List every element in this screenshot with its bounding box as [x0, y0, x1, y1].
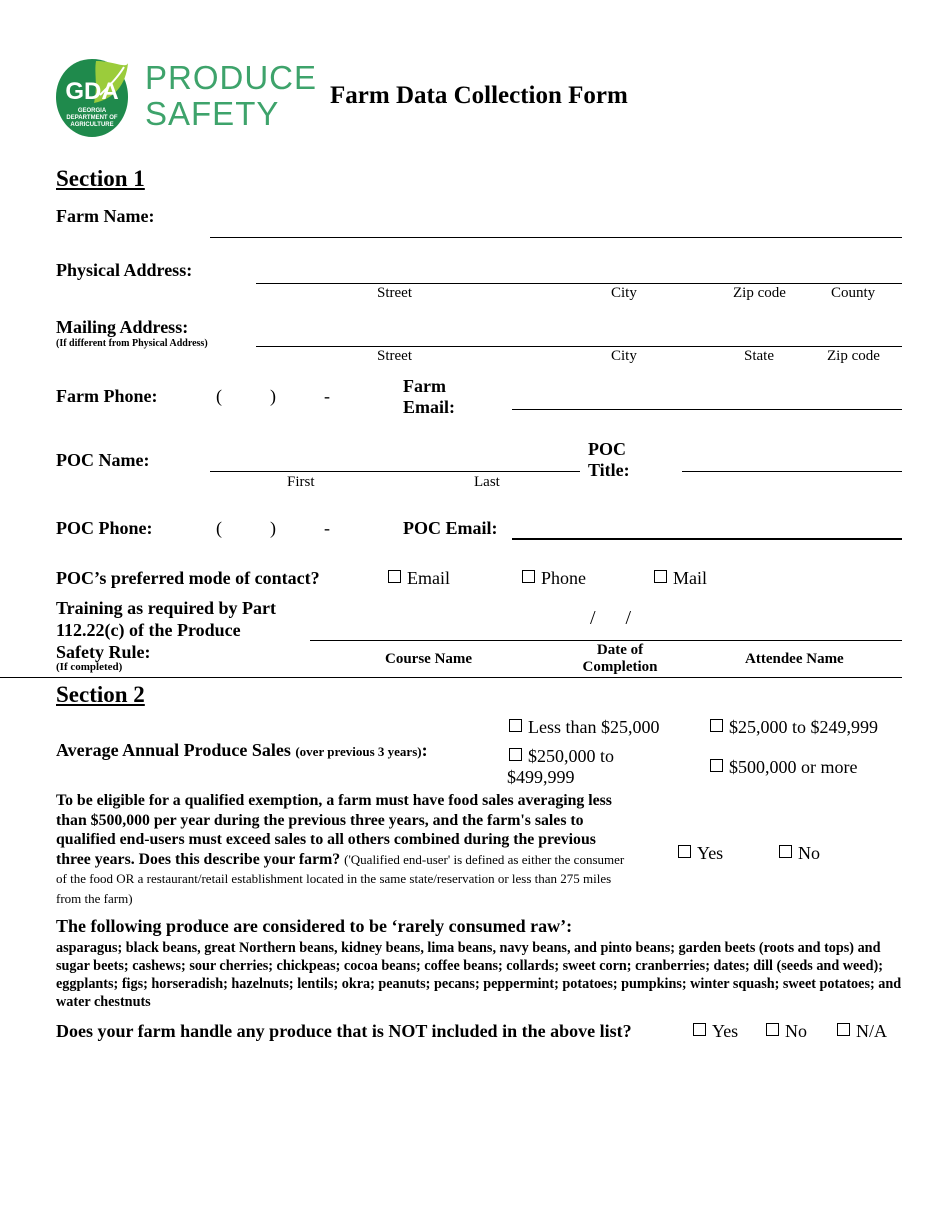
sales-colon: :: [421, 740, 428, 760]
not-included-no-checkbox[interactable]: [766, 1021, 807, 1042]
attendee-name-caption: Attendee Name: [745, 651, 844, 667]
date-completion-caption-line1: Date of: [596, 642, 644, 658]
farm-phone-close-paren: ): [270, 386, 276, 406]
rarely-consumed-list: asparagus; black beans, great Northern beans, kidney beans, lima beans, navy beans, and pinto beans; garden beets (roots and tops) and sugar beets; cashews; sour cherries; chickpeas; cocoa beans; coffee beans; collards; sweet corn; cranberries; dates; dill (seeds and weed); eggplants; figs; horseradish; hazelnuts; lentils; okra; peanuts; pecans; peppermint; potatoes; pumpkins; winter squash; sweet potatoes; and water chestnuts: [56, 940, 902, 1010]
exemption-yes-checkbox[interactable]: [678, 843, 723, 864]
not-included-question: Does your farm handle any produce that is NOT included in the above list?: [56, 1021, 632, 1041]
course-name-caption: Course Name: [385, 651, 473, 667]
preferred-contact-label: POC’s preferred mode of contact?: [56, 568, 320, 588]
contact-email-label: Email: [407, 568, 450, 588]
contact-email-checkbox[interactable]: [388, 568, 450, 589]
physical-address-label: Physical Address:: [56, 260, 193, 280]
not-included-yes-label: Yes: [712, 1021, 739, 1041]
mailing-state-caption: State: [744, 348, 774, 364]
contact-phone-checkbox[interactable]: [522, 568, 586, 589]
checkbox-icon: [654, 570, 667, 583]
date-completion-caption: [560, 642, 680, 676]
exemption-note: ('Qualified end-user' is defined as either the consumer of the food OR a restaurant/retail establishment located in the same state/reservation or less than 275 miles from the farm): [56, 851, 625, 906]
training-note: (If completed): [56, 661, 123, 673]
farm-phone-dash: -: [324, 386, 330, 406]
sales-option-under-25k-label: Less than $25,000: [528, 717, 660, 737]
farm-email-label: [403, 376, 455, 418]
poc-first-caption: First: [287, 474, 315, 490]
mailing-city-caption: City: [611, 348, 637, 364]
mailing-street-caption: Street: [377, 348, 412, 364]
poc-phone-dash: -: [324, 518, 330, 538]
checkbox-icon: [388, 570, 401, 583]
checkbox-icon: [837, 1023, 850, 1036]
poc-email-label: POC Email:: [403, 518, 498, 538]
checkbox-icon: [693, 1023, 706, 1036]
poc-email-field[interactable]: [512, 538, 902, 540]
logo-program-line1: PRODUCE: [145, 59, 318, 96]
poc-title-field[interactable]: [682, 471, 902, 472]
logo-program-line2: SAFETY: [145, 95, 280, 132]
farm-phone-label: Farm Phone:: [56, 386, 158, 406]
checkbox-icon: [710, 759, 723, 772]
poc-title-label: [588, 439, 630, 481]
logo-abbr: GDA: [65, 78, 119, 105]
poc-title-label-line1: POC: [588, 439, 626, 459]
checkbox-icon: [678, 845, 691, 858]
farm-email-label-line1: Farm: [403, 376, 446, 396]
logo-agency-line3: AGRICULTURE: [70, 122, 114, 128]
training-label: [56, 597, 276, 663]
checkbox-icon: [522, 570, 535, 583]
farm-name-field[interactable]: [210, 237, 902, 238]
logo-program: [145, 60, 317, 132]
poc-phone-label: POC Phone:: [56, 518, 153, 538]
checkbox-icon: [509, 719, 522, 732]
sales-option-25k-249k-label: $25,000 to $249,999: [729, 717, 879, 737]
sales-note: (over previous 3 years): [295, 744, 422, 759]
exemption-no-label: No: [798, 843, 820, 863]
date-completion-caption-line2: Completion: [582, 659, 658, 675]
sales-option-250k-499k[interactable]: [509, 746, 614, 788]
poc-phone-close-paren: ): [270, 518, 276, 538]
contact-phone-label: Phone: [541, 568, 586, 588]
poc-last-caption: Last: [474, 474, 500, 490]
sales-option-250k-label-line1: $250,000 to: [528, 746, 615, 766]
logo-agency-line1: GEORGIA: [77, 108, 107, 114]
mailing-zip-caption: Zip code: [827, 348, 880, 364]
checkbox-icon: [710, 719, 723, 732]
section2-heading: Section 2: [56, 682, 145, 707]
exemption-text: To be eligible for a qualified exemption, a farm must have food sales averaging less than $500,000 per year during the previous three years, and the farm's sales to qualified end-users must exceed sales to all others combined during the previous three years. Does this describe your farm?: [56, 792, 612, 868]
page-title: Farm Data Collection Form: [330, 82, 628, 109]
not-included-no-label: No: [785, 1021, 807, 1041]
physical-county-caption: County: [831, 285, 876, 301]
sales-option-500k-plus[interactable]: [710, 757, 857, 778]
poc-phone-open-paren: (: [216, 518, 222, 538]
logo-agency: [58, 108, 126, 129]
physical-zip-caption: Zip code: [733, 285, 786, 301]
training-field[interactable]: [310, 640, 902, 641]
poc-name-label: POC Name:: [56, 450, 150, 470]
poc-phone-field[interactable]: [216, 518, 336, 540]
farm-name-label: Farm Name:: [56, 206, 155, 226]
contact-mail-label: Mail: [673, 568, 707, 588]
poc-name-field[interactable]: [210, 471, 580, 472]
not-included-yes-checkbox[interactable]: [693, 1021, 738, 1042]
checkbox-icon: [766, 1023, 779, 1036]
training-label-line3: Safety Rule:: [56, 642, 151, 662]
sales-label-text: Average Annual Produce Sales: [56, 740, 291, 760]
exemption-no-checkbox[interactable]: [779, 843, 820, 864]
physical-street-caption: Street: [377, 285, 412, 301]
sales-option-250k-label-line2: $499,999: [507, 767, 575, 787]
mailing-address-note: (If different from Physical Address): [56, 338, 208, 349]
sales-label: [56, 740, 428, 761]
not-included-na-label: N/A: [856, 1021, 887, 1041]
farm-email-field[interactable]: [512, 409, 902, 410]
sales-option-under-25k[interactable]: [509, 717, 659, 738]
exemption-question: [56, 791, 631, 908]
sales-option-500k-label: $500,000 or more: [729, 757, 858, 777]
rarely-consumed-heading: The following produce are considered to be ‘rarely consumed raw’:: [56, 916, 573, 936]
mailing-address-label: Mailing Address:: [56, 317, 189, 337]
checkbox-icon: [509, 748, 522, 761]
training-label-line2: 112.22(c) of the Produce: [56, 620, 241, 640]
mailing-address-field[interactable]: [256, 346, 902, 347]
contact-mail-checkbox[interactable]: [654, 568, 707, 589]
not-included-na-checkbox[interactable]: [837, 1021, 887, 1042]
training-label-line1: Training as required by Part: [56, 598, 277, 618]
logo-agency-line2: DEPARTMENT OF: [66, 115, 118, 121]
exemption-yes-label: Yes: [697, 843, 724, 863]
farm-phone-open-paren: (: [216, 386, 222, 406]
physical-address-field[interactable]: [256, 283, 902, 284]
section1-heading: Section 1: [56, 166, 145, 191]
farm-email-label-line2: Email:: [403, 397, 455, 417]
checkbox-icon: [779, 845, 792, 858]
sales-option-25k-249k[interactable]: [710, 717, 878, 738]
physical-city-caption: City: [611, 285, 637, 301]
farm-phone-field[interactable]: [216, 386, 336, 408]
section-divider: [0, 677, 902, 678]
training-date-slashes: / /: [590, 607, 632, 629]
poc-title-label-line2: Title:: [588, 460, 630, 480]
